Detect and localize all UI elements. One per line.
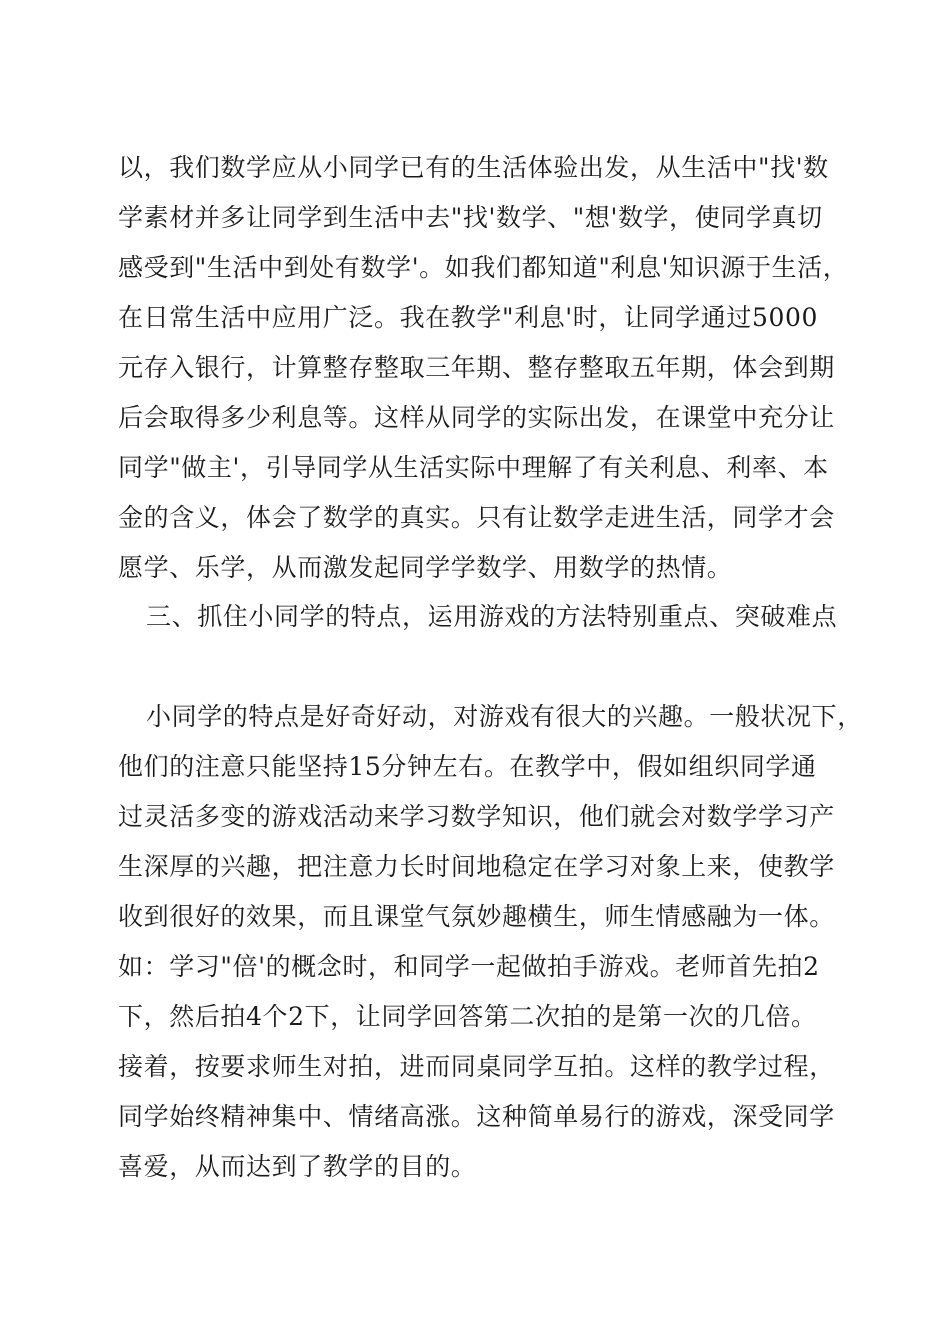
text-line: 喜爱，从而达到了教学的目的。 [118,1152,477,1181]
text-line: 元存入银行，计算整存整取三年期、整存整取五年期，体会到期 [118,353,835,382]
text-line: 同学始终精神集中、情绪高涨。这种简单易行的游戏，深受同学 [118,1102,835,1131]
text-line: 在日常生活中应用广泛。我在教学"利息'时，让同学通过5000 [118,303,818,332]
text-line: 愿学、乐学，从而激发起同学学数学、用数学的热情。 [118,553,733,582]
text-line: 以，我们数学应从小同学已有的生活体验出发，从生活中"找'数 [118,153,829,182]
text-line: 感受到"生活中到处有数学'。如我们都知道"利息'知识源于生活， [118,253,849,282]
text-line: 过灵活多变的游戏活动来学习数学知识，他们就会对数学学习产 [118,802,835,831]
text-line: 他们的注意只能坚持15分钟左右。在教学中，假如组织同学通 [118,752,817,781]
text-line: 接着，按要求师生对拍，进而同桌同学互拍。这样的教学过程， [118,1052,835,1081]
text-line: 后会取得多少利息等。这样从同学的实际出发，在课堂中充分让 [118,403,835,432]
text-line: 收到很好的效果，而且课堂气氛妙趣横生，师生情感融为一体。 [118,902,835,931]
text-line: 同学"做主'，引导同学从生活实际中理解了有关利息、利率、本 [118,453,829,482]
text-line: 如：学习"倍'的概念时，和同学一起做拍手游戏。老师首先拍2 [118,952,820,981]
text-line: 生深厚的兴趣，把注意力长时间地稳定在学习对象上来，使教学 [118,852,835,881]
text-line: 金的含义，体会了数学的真实。只有让数学走进生活，同学才会 [118,503,835,532]
text-line: 下，然后拍4个2下，让同学回答第二次拍的是第一次的几倍。 [118,1002,817,1031]
section-heading: 三、抓住小同学的特点，运用游戏的方法特别重点、突破难点 [146,602,838,631]
text-line: 小同学的特点是好奇好动，对游戏有很大的兴趣。一般状况下， [146,702,863,731]
text-line: 学素材并多让同学到生活中去"找'数学、"想'数学，使同学真切 [118,203,823,232]
